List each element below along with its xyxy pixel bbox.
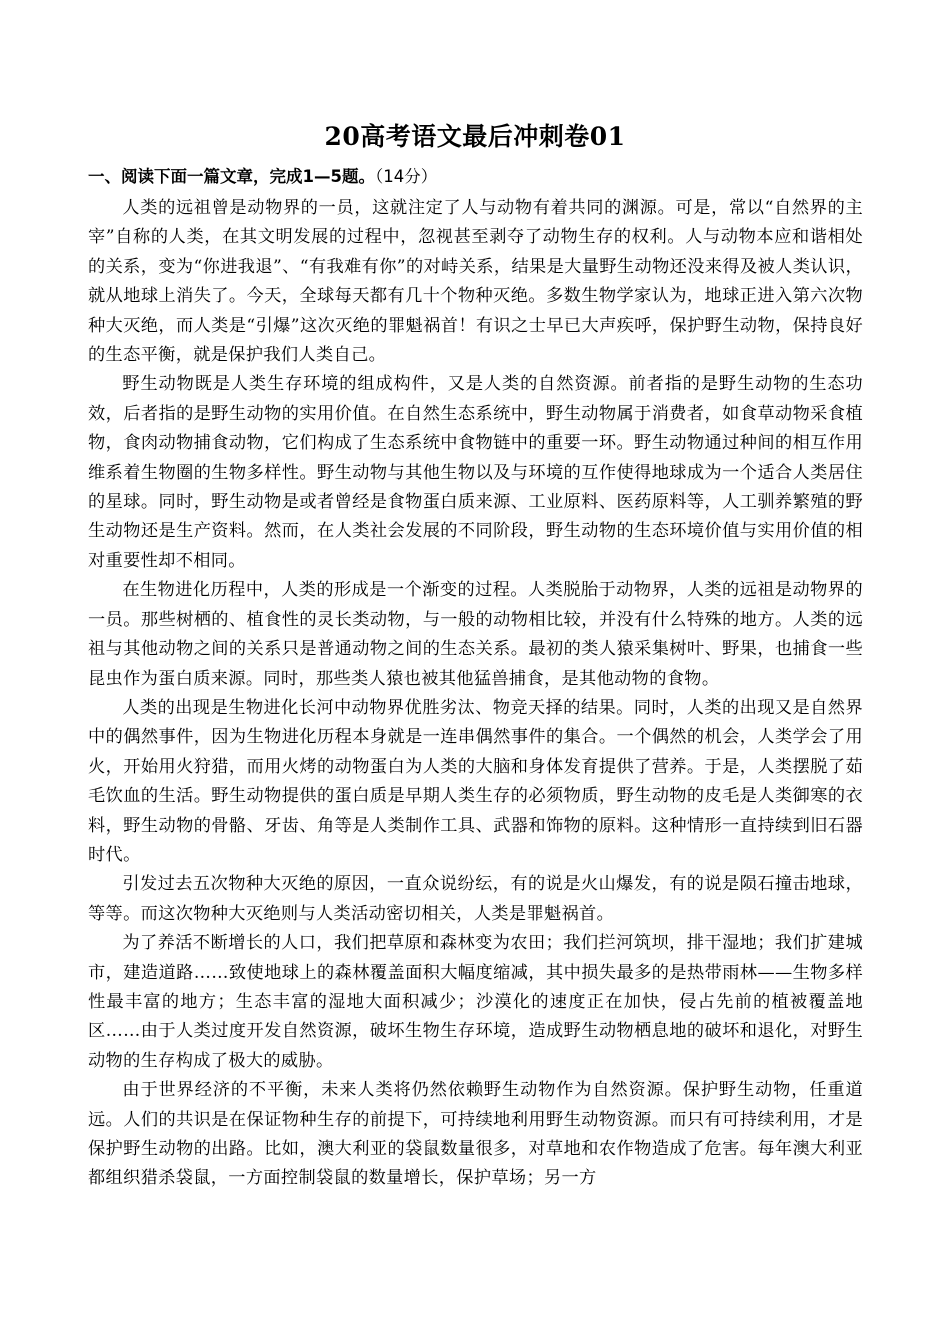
section-heading-text: 一、阅读下面一篇文章，完成1—5题。 <box>88 167 375 186</box>
article-paragraph-1: 人类的远祖曾是动物界的一员，这就注定了人与动物有着共同的渊源。可是，常以“自然界的主宰”自称的人类，在其文明发展的过程中，忽视甚至剥夺了动物生存的权利。人与动物本应和谐相处的关系，变为“你进我退”、“有我难有你”的对峙关系，结果是大量野生动物还没来得及被人类认识，就从地球上消失了。今天，全球每天都有几十个物种灭绝。多数生物学家认为，地球正进入第六次物种大灭绝，而人类是“引爆”这次灭绝的罪魁祸首！有识之士早已大声疾呼，保护野生动物，保持良好的生态平衡，就是保护我们人类自己。 <box>88 198 863 366</box>
article-paragraph-7: 由于世界经济的不平衡，未来人类将仍然依赖野生动物作为自然资源。保护野生动物，任重道远。人们的共识是在保证物种生存的前提下，可持续地利用野生动物资源。而只有可持续利用，才是保护野生动物的出路。比如，澳大利亚的袋鼠数量很多，对草地和农作物造成了危害。每年澳大利亚都组织猎杀袋鼠，一方面控制袋鼠的数量增长，保护草场；另一方 <box>88 1080 863 1189</box>
article-paragraph-2: 野生动物既是人类生存环境的组成构件，又是人类的自然资源。前者指的是野生动物的生态功效，后者指的是野生动物的实用价值。在自然生态系统中，野生动物属于消费者，如食草动物采食植物，食肉动物捕食动物，它们构成了生态系统中食物链中的重要一环。野生动物通过种间的相互作用维系着生物圈的生物多样性。野生动物与其他生物以及与环境的互作使得地球成为一个适合人类居住的星球。同时，野生动物是或者曾经是食物蛋白质来源、工业原料、医药原料等，人工驯养繁殖的野生动物还是生产资料。然而，在人类社会发展的不同阶段，野生动物的生态环境价值与实用价值的相对重要性却不相同。 <box>88 374 863 571</box>
article-paragraph-3: 在生物进化历程中，人类的形成是一个渐变的过程。人类脱胎于动物界，人类的远祖是动物界的一员。那些树栖的、植食性的灵长类动物，与一般的动物相比较，并没有什么特殊的地方。人类的远祖与其他动物之间的关系只是普通动物之间的生态关系。最初的类人猿采集树叶、野果，也捕食一些昆虫作为蛋白质来源。同时，那些类人猿也被其他猛兽捕食，是其他动物的食物。 <box>88 580 863 689</box>
article-paragraph-5: 引发过去五次物种大灭绝的原因，一直众说纷纭，有的说是火山爆发，有的说是陨石撞击地球，等等。而这次物种大灭绝则与人类活动密切相关，人类是罪魁祸首。 <box>88 874 863 924</box>
article-paragraph-6: 为了养活不断增长的人口，我们把草原和森林变为农田；我们拦河筑坝，排干湿地；我们扩建城市，建造道路……致使地球上的森林覆盖面积大幅度缩减，其中损失最多的是热带雨林——生物多样性最丰富的地方；生态丰富的湿地大面积减少；沙漠化的速度正在加快，侵占先前的植被覆盖地区……由于人类过度开发自然资源，破坏生物生存环境，造成野生动物栖息地的破坏和退化，对野生动物的生存构成了极大的威胁。 <box>88 933 863 1071</box>
document-title: 20高考语文最后冲刺卷01 <box>324 122 626 151</box>
article-paragraph-4: 人类的出现是生物进化长河中动物界优胜劣汰、物竞天择的结果。同时，人类的出现又是自然界中的偶然事件，因为生物进化历程本身就是一连串偶然事件的集合。一个偶然的机会，人类学会了用火，开始用火狩猎，而用火烤的动物蛋白为人类的大脑和身体发育提供了营养。于是，人类摆脱了茹毛饮血的生活。野生动物提供的蛋白质是早期人类生存的必须物质，野生动物的皮毛是人类御寒的衣料，野生动物的骨骼、牙齿、角等是人类制作工具、武器和饰物的原料。这种情形一直持续到旧石器时代。 <box>88 697 863 865</box>
section-score-note: （14分） <box>374 167 438 186</box>
section-heading <box>88 163 868 191</box>
article-body <box>88 194 863 1194</box>
